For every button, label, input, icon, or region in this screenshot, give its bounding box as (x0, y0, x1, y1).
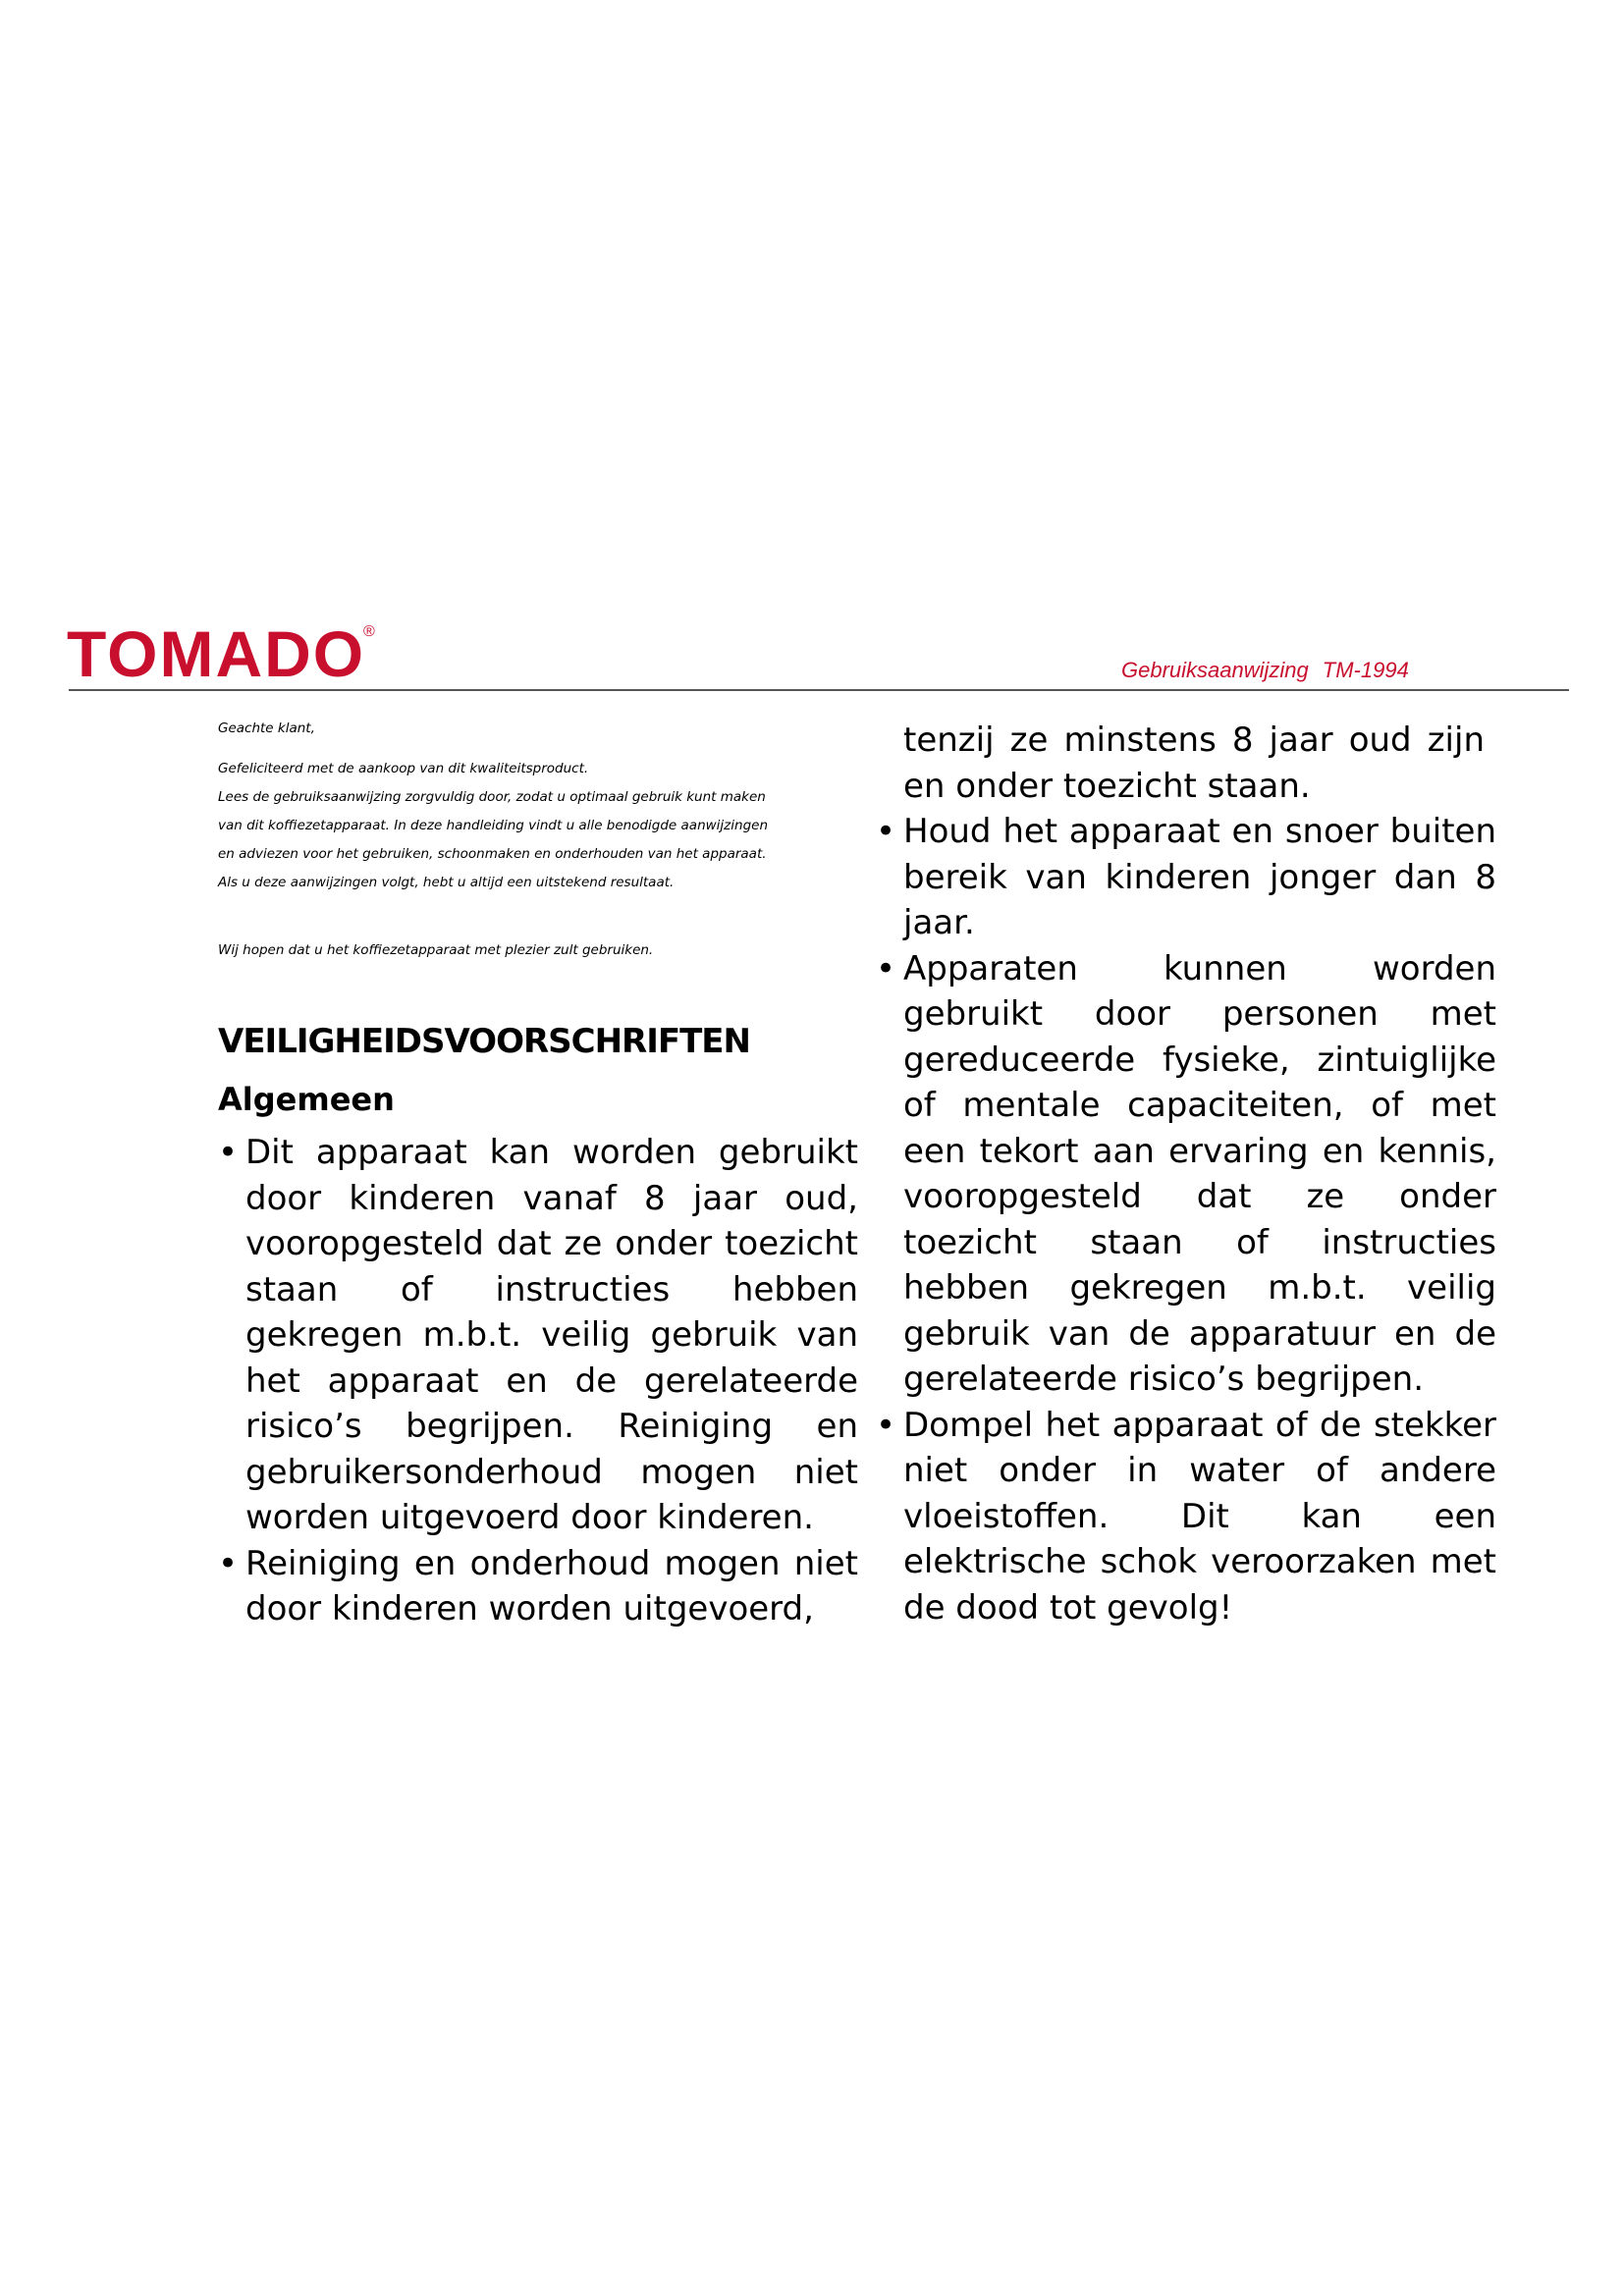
safety-item (876, 946, 1496, 1403)
intro-line: Als u deze aanwijzingen volgt, hebt u altijd een uitstekend resultaat. (218, 875, 675, 890)
intro-line: van dit koffiezetapparaat. In deze handleiding vindt u alle benodigde aanwijzingen (218, 818, 768, 833)
left-column (218, 715, 858, 1632)
model-number: TM-1994 (1322, 658, 1409, 682)
brand-logo: TOMADO (67, 617, 366, 690)
section-title: VEILIGHEIDSVOORSCHRIFTEN (218, 1022, 750, 1061)
safety-item-continuation: tenzij ze minstens 8 jaar oud zijn en onder toezicht staan. (903, 721, 1485, 806)
document-label (1121, 658, 1409, 683)
safety-item-text: Reiniging en onderhoud mogen niet door kinderen worden uitgevoerd, (245, 1543, 858, 1629)
bullet-icon: • (218, 1543, 239, 1583)
header-divider (69, 689, 1569, 691)
registered-mark: ® (363, 623, 375, 640)
intro-line: Lees de gebruiksaanwijzing zorgvuldig door, zodat u optimaal gebruik kunt maken (218, 789, 766, 805)
closing-line: Wij hopen dat u het koffiezetapparaat met plezier zult gebruiken. (218, 942, 654, 958)
right-column (876, 718, 1496, 1630)
intro-line: en adviezen voor het gebruiken, schoonmaken en onderhouden van het apparaat. (218, 846, 767, 862)
safety-item-text: Dit apparaat kan worden gebruikt door kinderen vanaf 8 jaar oud, vooropgesteld dat ze onder toezicht staan of instructies hebben gekregen m.b.t. veilig gebruik van het apparaat en de gerelateerde risico’s begrijpen. Reiniging en gebruikersonderhoud mogen niet worden uitgevoerd door kinderen. (245, 1133, 858, 1537)
safety-item (218, 1130, 858, 1541)
salutation: Geachte klant, (218, 721, 315, 736)
bullet-icon: • (218, 1133, 239, 1172)
safety-item (876, 1403, 1496, 1631)
bullet-icon: • (876, 812, 896, 851)
bullet-icon: • (876, 948, 896, 988)
safety-item-text: Dompel het apparaat of de stekker niet onder in water of andere vloeistoffen. Dit kan een elektrische schok veroorzaken met de dood tot gevolg! (903, 1405, 1496, 1628)
bullet-icon: • (876, 1405, 896, 1445)
document-type: Gebruiksaanwijzing (1121, 658, 1309, 682)
safety-item (218, 1541, 858, 1632)
safety-item (876, 809, 1496, 946)
safety-item-text: Apparaten kunnen worden gebruikt door personen met gereduceerde fysieke, zintuiglijke of mentale capaciteiten, of met een tekort aan ervaring en kennis, vooropgesteld dat ze onder toezicht staan of instructies hebben gekregen m.b.t. veilig gebruik van de apparatuur en de gerelateerde risico’s begrijpen. (903, 948, 1496, 1399)
intro-line: Gefeliciteerd met de aankoop van dit kwaliteitsproduct. (218, 761, 589, 776)
subsection-title: Algemeen (218, 1081, 395, 1118)
intro-text (218, 715, 846, 965)
page-header (67, 618, 1569, 689)
safety-item-text: Houd het apparaat en snoer buiten bereik van kinderen jonger dan 8 jaar. (903, 812, 1496, 942)
safety-list-left (218, 1130, 858, 1632)
safety-list-right (876, 809, 1496, 1630)
